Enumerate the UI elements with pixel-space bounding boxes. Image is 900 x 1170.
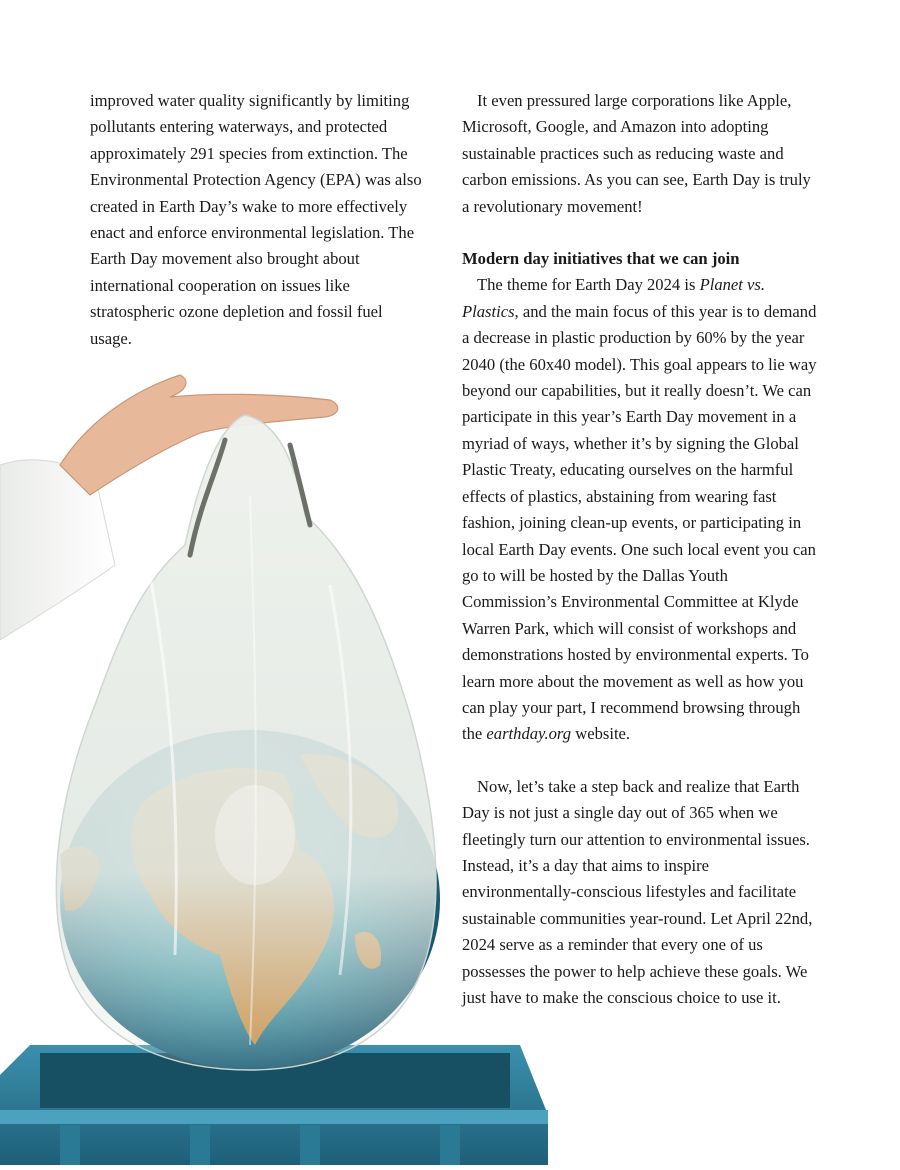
- theme-body-text: , and the main focus of this year is to demand a decrease in plastic production by 60% by the year 2040 (the 60x40 model). This goal appears to lie way beyond our capabilities, but it really doesn’t. We can participate in this year’s Earth Day movement in a myriad of ways, whether it’s by signing the Global Plastic Treaty, educating ourselves on the harmful effects of plastics, abstaining from wearing fast fashion, joining clean-up events, or participating in local Earth Day events. One such local event you can go to will be hosted by the Dallas Youth Commission’s Environmental Committee at Klyde Warren Park, which will consist of workshops and demonstrations hosted by environmental experts. To learn more about the movement as well as how you can play your part, I recommend browsing through the: [462, 301, 817, 744]
- website-name: earthday.org: [486, 724, 572, 744]
- earth-in-plastic-bag-photo: [0, 355, 560, 1165]
- website-suffix-text: website.: [571, 724, 631, 744]
- theme-intro-text: The theme for Earth Day 2024 is: [477, 275, 700, 295]
- hand-holding-globe-in-plastic-bag-over-bin-icon: [0, 355, 560, 1165]
- left-column: [90, 88, 425, 352]
- closing-paragraph: Now, let’s take a step back and realize that Earth Day is not just a single day out of 365 when we fleetingly turn our attention to environmental issues. Instead, it’s a day that aims to inspire environmentally-conscious lifestyles and facilitate sustainable communities year-round. Let April 22nd, 2024 serve as a reminder that every one of us possesses the power to help achieve these goals. We just have to make the conscious choice to use it.: [462, 776, 813, 1007]
- corporations-paragraph: It even pressured large corporations like Apple, Microsoft, Google, and Amazon into adopting sustainable practices such as reducing waste and carbon emissions. As you can see, Earth Day is truly a revolutionary movement!: [462, 91, 811, 216]
- section-heading: Modern day initiatives that we can join: [462, 249, 740, 269]
- left-paragraph: improved water quality significantly by limiting pollutants entering waterways, and protected approximately 291 species from extinction. The Environmental Protection Agency (EPA) was also created in Earth Day’s wake to more effectively enact and enforce environmental legislation. The Earth Day movement also brought about international cooperation on issues like stratospheric ozone depletion and fossil fuel usage.: [90, 91, 422, 348]
- theme-title: Planet vs. Plastics: [462, 275, 766, 321]
